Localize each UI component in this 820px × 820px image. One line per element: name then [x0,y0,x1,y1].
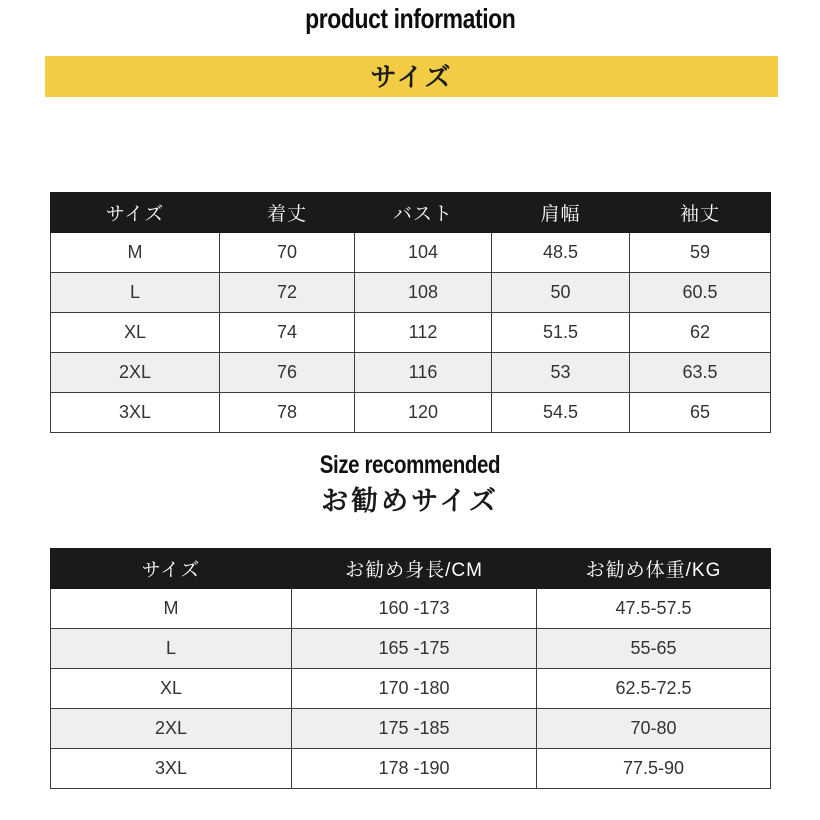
table-cell: 175 -185 [292,709,537,749]
table-cell: 70 [220,233,355,273]
table-cell: L [51,273,220,313]
table-cell: 62.5-72.5 [537,669,771,709]
table-row [51,669,771,709]
table-cell: 63.5 [630,353,771,393]
table-cell: 165 -175 [292,629,537,669]
table-cell: XL [51,313,220,353]
table-row [51,313,771,353]
size-banner [45,56,778,97]
column-header: サイズ [51,193,220,233]
page-title-text: product information [304,3,516,34]
table-cell: L [51,629,292,669]
recommended-title-en-text: Size recommended [319,451,501,479]
recommended-size-table [50,548,771,789]
table-cell: 72 [220,273,355,313]
table-row [51,353,771,393]
table-cell: XL [51,669,292,709]
table-row [51,273,771,313]
table-cell: 2XL [51,353,220,393]
table-cell: 62 [630,313,771,353]
table-cell: 178 -190 [292,749,537,789]
recommended-title-en [0,451,820,480]
table-cell: 77.5-90 [537,749,771,789]
column-header: 着丈 [220,193,355,233]
table-row [51,749,771,789]
column-header: お勧め体重/KG [537,549,771,589]
table-row [51,709,771,749]
table-cell: 47.5-57.5 [537,589,771,629]
table-cell: 160 -173 [292,589,537,629]
table-cell: 54.5 [492,393,630,433]
table-cell: 170 -180 [292,669,537,709]
recommended-size-table-head [51,549,771,589]
size-measurements-table-head [51,193,771,233]
table-cell: 2XL [51,709,292,749]
table-cell: 65 [630,393,771,433]
table-row [51,393,771,433]
size-measurements-table-body [51,233,771,433]
table-cell: 120 [355,393,492,433]
table-row [51,629,771,669]
table-cell: 76 [220,353,355,393]
table-cell: 60.5 [630,273,771,313]
table-cell: 3XL [51,749,292,789]
size-measurements-table [50,192,771,433]
column-header: バスト [355,193,492,233]
table-cell: 59 [630,233,771,273]
column-header: 肩幅 [492,193,630,233]
table-cell: 51.5 [492,313,630,353]
column-header: 袖丈 [630,193,771,233]
size-banner-label: サイズ [370,62,453,92]
table-cell: 55-65 [537,629,771,669]
page-title [0,3,820,35]
table-cell: 112 [355,313,492,353]
table-row [51,589,771,629]
recommended-size-table-body [51,589,771,789]
column-header: お勧め身長/CM [292,549,537,589]
table-row [51,233,771,273]
table-cell: M [51,589,292,629]
table-header-row [51,549,771,589]
table-cell: 78 [220,393,355,433]
table-cell: M [51,233,220,273]
table-cell: 53 [492,353,630,393]
table-cell: 74 [220,313,355,353]
table-cell: 70-80 [537,709,771,749]
table-cell: 104 [355,233,492,273]
table-cell: 116 [355,353,492,393]
table-cell: 3XL [51,393,220,433]
table-cell: 108 [355,273,492,313]
column-header: サイズ [51,549,292,589]
table-cell: 50 [492,273,630,313]
table-header-row [51,193,771,233]
recommended-title-ja: お勧めサイズ [321,486,499,516]
table-cell: 48.5 [492,233,630,273]
